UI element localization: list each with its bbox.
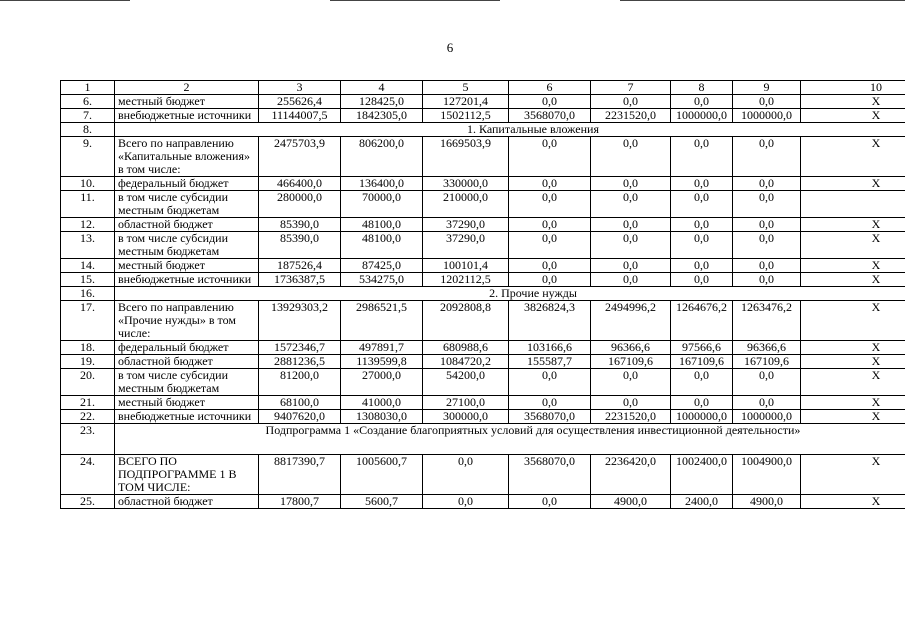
value-cell: 0,0 (733, 396, 801, 410)
mark-cell: Х (801, 137, 905, 177)
scan-edge-line-right (620, 0, 905, 1)
value-cell: 2494996,2 (591, 301, 671, 341)
value-cell: 8817390,7 (259, 455, 341, 495)
row-number-cell: 13. (61, 232, 115, 259)
table-row (61, 232, 905, 259)
value-cell: 0,0 (591, 95, 671, 109)
row-number-cell: 9. (61, 137, 115, 177)
value-cell: 680988,6 (423, 341, 509, 355)
value-cell: 0,0 (509, 191, 591, 218)
value-cell: 1005600,7 (341, 455, 423, 495)
value-cell: 0,0 (509, 218, 591, 232)
value-cell: 5600,7 (341, 495, 423, 509)
row-number-cell: 10. (61, 177, 115, 191)
column-number-cell: 6 (509, 81, 591, 95)
value-cell: 0,0 (591, 273, 671, 287)
column-number-cell: 1 (61, 81, 115, 95)
mark-cell: Х (801, 410, 905, 424)
row-name-cell: Всего по направлению «Прочие нужды» в том числе: (115, 301, 259, 341)
column-number-cell: 7 (591, 81, 671, 95)
value-cell: 0,0 (509, 369, 591, 396)
value-cell: 0,0 (591, 177, 671, 191)
scan-edge-line-mid (330, 0, 500, 1)
row-name-cell: областной бюджет (115, 218, 259, 232)
value-cell: 27000,0 (341, 369, 423, 396)
section-header-row (61, 287, 905, 301)
row-name-cell: ВСЕГО ПО ПОДПРОГРАММЕ 1 В ТОМ ЧИСЛЕ: (115, 455, 259, 495)
section-title-cell: 1. Капитальные вложения (115, 123, 905, 137)
value-cell: 13929303,2 (259, 301, 341, 341)
value-cell: 136400,0 (341, 177, 423, 191)
value-cell: 3826824,3 (509, 301, 591, 341)
row-number-cell: 12. (61, 218, 115, 232)
column-number-cell: 5 (423, 81, 509, 95)
value-cell: 2881236,5 (259, 355, 341, 369)
value-cell: 85390,0 (259, 218, 341, 232)
value-cell: 37290,0 (423, 232, 509, 259)
value-cell: 41000,0 (341, 396, 423, 410)
value-cell: 187526,4 (259, 259, 341, 273)
value-cell: 1736387,5 (259, 273, 341, 287)
value-cell: 48100,0 (341, 232, 423, 259)
value-cell: 0,0 (671, 177, 733, 191)
value-cell: 1264676,2 (671, 301, 733, 341)
mark-cell: Х (801, 301, 905, 341)
value-cell: 0,0 (671, 95, 733, 109)
row-number-cell: 8. (61, 123, 115, 137)
row-number-cell: 23. (61, 424, 115, 455)
mark-cell: Х (801, 355, 905, 369)
value-cell: 27100,0 (423, 396, 509, 410)
mark-cell: Х (801, 396, 905, 410)
value-cell: 0,0 (733, 259, 801, 273)
value-cell: 0,0 (671, 396, 733, 410)
value-cell: 87425,0 (341, 259, 423, 273)
value-cell: 0,0 (591, 396, 671, 410)
mark-cell: Х (801, 369, 905, 396)
value-cell: 1572346,7 (259, 341, 341, 355)
subprogram-title-cell: Подпрограмма 1 «Создание благоприятных условий для осуществления инвестиционной деятельности» (115, 424, 905, 455)
value-cell: 127201,4 (423, 95, 509, 109)
value-cell: 255626,4 (259, 95, 341, 109)
value-cell: 68100,0 (259, 396, 341, 410)
value-cell: 103166,6 (509, 341, 591, 355)
value-cell: 2236420,0 (591, 455, 671, 495)
value-cell: 81200,0 (259, 369, 341, 396)
value-cell: 37290,0 (423, 218, 509, 232)
row-name-cell: Всего по направлению «Капитальные вложения» в том числе: (115, 137, 259, 177)
value-cell: 0,0 (591, 218, 671, 232)
budget-table (60, 80, 905, 509)
mark-cell: Х (801, 341, 905, 355)
table-row (61, 95, 905, 109)
value-cell: 0,0 (671, 273, 733, 287)
value-cell: 100101,4 (423, 259, 509, 273)
value-cell: 2400,0 (671, 495, 733, 509)
value-cell: 0,0 (423, 455, 509, 495)
row-number-cell: 19. (61, 355, 115, 369)
value-cell: 0,0 (671, 232, 733, 259)
row-number-cell: 24. (61, 455, 115, 495)
table-row (61, 355, 905, 369)
row-name-cell: внебюджетные источники (115, 410, 259, 424)
row-number-cell: 20. (61, 369, 115, 396)
row-number-cell: 11. (61, 191, 115, 218)
row-name-cell: в том числе субсидии местным бюджетам (115, 191, 259, 218)
value-cell: 0,0 (509, 232, 591, 259)
value-cell: 0,0 (591, 191, 671, 218)
value-cell: 128425,0 (341, 95, 423, 109)
value-cell: 4900,0 (591, 495, 671, 509)
value-cell: 70000,0 (341, 191, 423, 218)
value-cell: 0,0 (591, 232, 671, 259)
value-cell: 1502112,5 (423, 109, 509, 123)
mark-cell: Х (801, 109, 905, 123)
column-number-cell: 3 (259, 81, 341, 95)
mark-cell: Х (801, 455, 905, 495)
table-row (61, 495, 905, 509)
value-cell: 3568070,0 (509, 410, 591, 424)
column-number-cell: 9 (733, 81, 801, 95)
value-cell: 3568070,0 (509, 109, 591, 123)
value-cell: 1263476,2 (733, 301, 801, 341)
value-cell: 1004900,0 (733, 455, 801, 495)
row-number-cell: 6. (61, 95, 115, 109)
table-row (61, 369, 905, 396)
value-cell: 0,0 (423, 495, 509, 509)
value-cell: 0,0 (671, 218, 733, 232)
mark-cell: Х (801, 232, 905, 259)
value-cell: 0,0 (509, 273, 591, 287)
value-cell: 534275,0 (341, 273, 423, 287)
value-cell: 466400,0 (259, 177, 341, 191)
row-name-cell: федеральный бюджет (115, 341, 259, 355)
row-number-cell: 16. (61, 287, 115, 301)
value-cell: 0,0 (733, 137, 801, 177)
value-cell: 9407620,0 (259, 410, 341, 424)
value-cell: 1308030,0 (341, 410, 423, 424)
row-name-cell: федеральный бюджет (115, 177, 259, 191)
table-row (61, 455, 905, 495)
section-title-cell: 2. Прочие нужды (115, 287, 905, 301)
mark-cell: Х (801, 259, 905, 273)
value-cell: 1202112,5 (423, 273, 509, 287)
value-cell: 1000000,0 (733, 410, 801, 424)
value-cell: 0,0 (733, 369, 801, 396)
value-cell: 17800,7 (259, 495, 341, 509)
value-cell: 0,0 (671, 369, 733, 396)
value-cell: 0,0 (591, 369, 671, 396)
value-cell: 2092808,8 (423, 301, 509, 341)
row-number-cell: 15. (61, 273, 115, 287)
row-number-cell: 18. (61, 341, 115, 355)
value-cell: 0,0 (509, 259, 591, 273)
value-cell: 0,0 (671, 191, 733, 218)
value-cell: 96366,6 (591, 341, 671, 355)
value-cell: 1139599,8 (341, 355, 423, 369)
table-row (61, 191, 905, 218)
value-cell: 300000,0 (423, 410, 509, 424)
row-number-cell: 7. (61, 109, 115, 123)
column-number-cell: 4 (341, 81, 423, 95)
table-row (61, 396, 905, 410)
value-cell: 497891,7 (341, 341, 423, 355)
value-cell: 0,0 (671, 137, 733, 177)
row-name-cell: в том числе субсидии местным бюджетам (115, 369, 259, 396)
subprogram-header-row (61, 424, 905, 455)
row-name-cell: областной бюджет (115, 495, 259, 509)
row-name-cell: местный бюджет (115, 95, 259, 109)
mark-cell: Х (801, 177, 905, 191)
value-cell: 210000,0 (423, 191, 509, 218)
table-row (61, 273, 905, 287)
value-cell: 167109,6 (733, 355, 801, 369)
value-cell: 11144007,5 (259, 109, 341, 123)
value-cell: 0,0 (509, 495, 591, 509)
value-cell: 2475703,9 (259, 137, 341, 177)
row-name-cell: областной бюджет (115, 355, 259, 369)
value-cell: 1084720,2 (423, 355, 509, 369)
value-cell: 2231520,0 (591, 109, 671, 123)
value-cell: 96366,6 (733, 341, 801, 355)
column-number-cell: 2 (115, 81, 259, 95)
table-row (61, 177, 905, 191)
row-number-cell: 14. (61, 259, 115, 273)
column-number-header-row (61, 81, 905, 95)
value-cell: 1842305,0 (341, 109, 423, 123)
row-number-cell: 25. (61, 495, 115, 509)
value-cell: 0,0 (509, 137, 591, 177)
value-cell: 0,0 (733, 232, 801, 259)
table-row (61, 109, 905, 123)
row-name-cell: местный бюджет (115, 259, 259, 273)
value-cell: 1002400,0 (671, 455, 733, 495)
value-cell: 167109,6 (591, 355, 671, 369)
value-cell: 2231520,0 (591, 410, 671, 424)
mark-cell: Х (801, 95, 905, 109)
table-row (61, 301, 905, 341)
page-number: 6 (446, 40, 454, 55)
value-cell: 54200,0 (423, 369, 509, 396)
value-cell: 0,0 (509, 396, 591, 410)
row-number-cell: 22. (61, 410, 115, 424)
value-cell: 0,0 (733, 191, 801, 218)
value-cell: 0,0 (591, 137, 671, 177)
row-number-cell: 21. (61, 396, 115, 410)
value-cell: 0,0 (733, 95, 801, 109)
value-cell: 85390,0 (259, 232, 341, 259)
row-number-cell: 17. (61, 301, 115, 341)
value-cell: 0,0 (671, 259, 733, 273)
value-cell: 1669503,9 (423, 137, 509, 177)
value-cell: 1000000,0 (671, 410, 733, 424)
value-cell: 0,0 (733, 177, 801, 191)
value-cell: 0,0 (733, 273, 801, 287)
value-cell: 330000,0 (423, 177, 509, 191)
value-cell: 806200,0 (341, 137, 423, 177)
scan-edge-line-left (0, 0, 130, 1)
column-number-cell: 10 (801, 81, 905, 95)
row-name-cell: местный бюджет (115, 396, 259, 410)
table-row (61, 410, 905, 424)
column-number-cell: 8 (671, 81, 733, 95)
value-cell: 0,0 (509, 95, 591, 109)
row-name-cell: внебюджетные источники (115, 109, 259, 123)
mark-cell: Х (801, 218, 905, 232)
table-row (61, 259, 905, 273)
row-name-cell: в том числе субсидии местным бюджетам (115, 232, 259, 259)
mark-cell: Х (801, 273, 905, 287)
mark-cell: Х (801, 495, 905, 509)
value-cell: 0,0 (733, 218, 801, 232)
value-cell: 0,0 (509, 177, 591, 191)
value-cell: 0,0 (591, 259, 671, 273)
value-cell: 48100,0 (341, 218, 423, 232)
value-cell: 4900,0 (733, 495, 801, 509)
table-body (61, 81, 905, 509)
value-cell: 3568070,0 (509, 455, 591, 495)
table-row (61, 341, 905, 355)
value-cell: 155587,7 (509, 355, 591, 369)
section-header-row (61, 123, 905, 137)
row-name-cell: внебюджетные источники (115, 273, 259, 287)
value-cell: 1000000,0 (733, 109, 801, 123)
table-row (61, 137, 905, 177)
mark-cell (801, 191, 905, 218)
value-cell: 167109,6 (671, 355, 733, 369)
value-cell: 97566,6 (671, 341, 733, 355)
value-cell: 1000000,0 (671, 109, 733, 123)
table-row (61, 218, 905, 232)
value-cell: 2986521,5 (341, 301, 423, 341)
value-cell: 280000,0 (259, 191, 341, 218)
